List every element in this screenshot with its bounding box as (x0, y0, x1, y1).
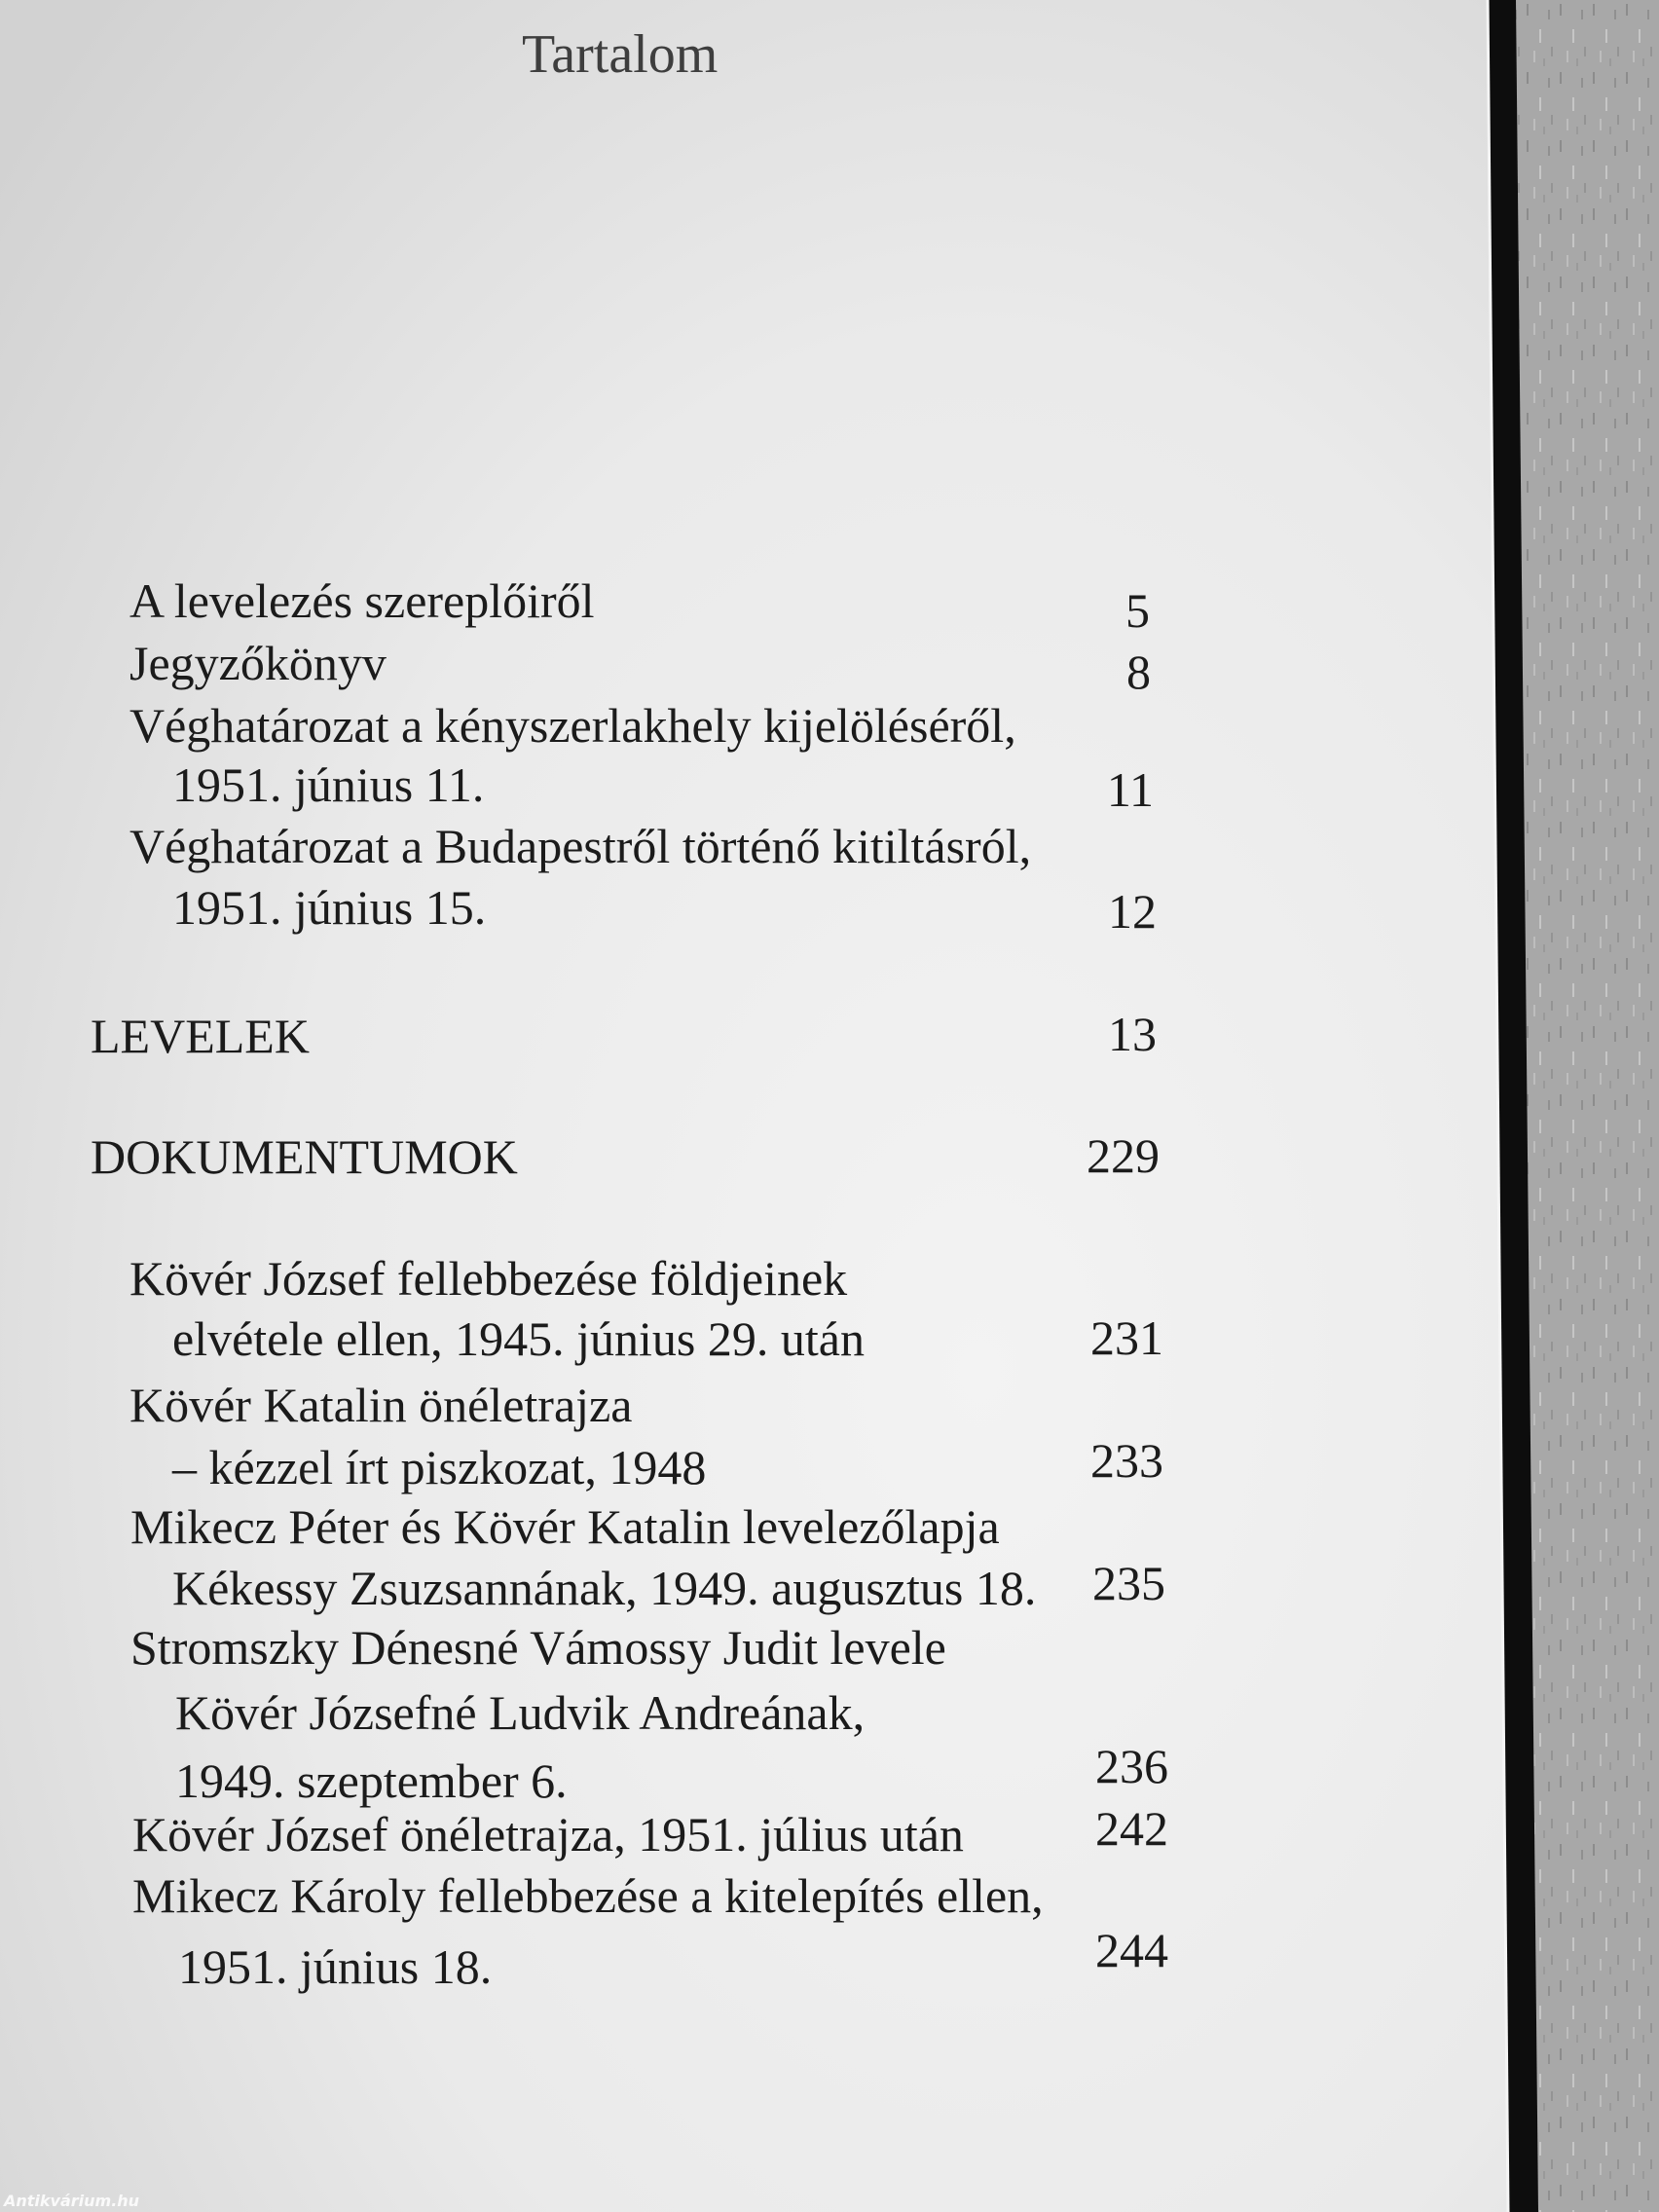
section-heading-label: LEVELEK (91, 1009, 310, 1063)
toc-entry-line: – kézzel írt piszkozat, 1948 (172, 1440, 707, 1494)
toc-entry-line: Stromszky Dénesné Vámossy Judit levele (130, 1620, 946, 1675)
toc-page-number: 233 (1090, 1433, 1163, 1488)
toc-page-number: 5 (1125, 583, 1150, 638)
toc-entry-line: Kékessy Zsuzsannának, 1949. augusztus 18. (172, 1561, 1037, 1615)
toc-title: Tartalom (522, 24, 719, 85)
watermark: Antikvárium.hu (4, 2192, 140, 2210)
toc-page-number: 11 (1106, 762, 1154, 817)
toc-entry-line: Véghatározat a Budapestről történő kitiltásról, (129, 819, 1032, 873)
toc-entry-line: Véghatározat a kényszerlakhely kijelöléséről, (129, 698, 1016, 753)
toc-entry-line: 1951. június 11. (172, 757, 485, 812)
toc-entry-line: Jegyzőkönyv (129, 636, 387, 690)
toc-entry-line: Kövér Józsefné Ludvik Andreának, (175, 1685, 866, 1740)
toc-page-number: 236 (1095, 1739, 1168, 1793)
toc-entry-line: 1951. június 18. (178, 1939, 493, 1994)
table-surface (1516, 0, 1659, 2212)
toc-entry-line: 1949. szeptember 6. (175, 1753, 568, 1808)
toc-entry-line: Mikecz Károly fellebbezése a kitelepítés ellen, (132, 1868, 1044, 1923)
toc-page-number: 242 (1095, 1801, 1168, 1856)
toc-page-number: 8 (1126, 645, 1151, 699)
toc-page-number: 12 (1108, 884, 1157, 939)
toc-entry-line: Kövér József fellebbezése földjeinek (129, 1251, 848, 1306)
toc-page-number: 244 (1095, 1923, 1168, 1977)
toc-entry-line: 1951. június 15. (172, 880, 487, 935)
toc-page-number: 235 (1092, 1556, 1165, 1610)
toc-entry-line: elvétele ellen, 1945. június 29. után (172, 1311, 865, 1366)
toc-entry-line: Kövér József önéletrajza, 1951. július után (132, 1807, 964, 1862)
toc-entry-line: Kövér Katalin önéletrajza (129, 1378, 633, 1432)
toc-entry-line: A levelezés szereplőiről (129, 573, 595, 628)
toc-page-number: 13 (1108, 1007, 1157, 1061)
toc-entry-line: Mikecz Péter és Kövér Katalin levelezőlapja (130, 1499, 1000, 1554)
section-heading-label: DOKUMENTUMOK (91, 1129, 518, 1184)
toc-page-number: 229 (1087, 1128, 1160, 1183)
toc-page-number: 231 (1090, 1310, 1163, 1365)
